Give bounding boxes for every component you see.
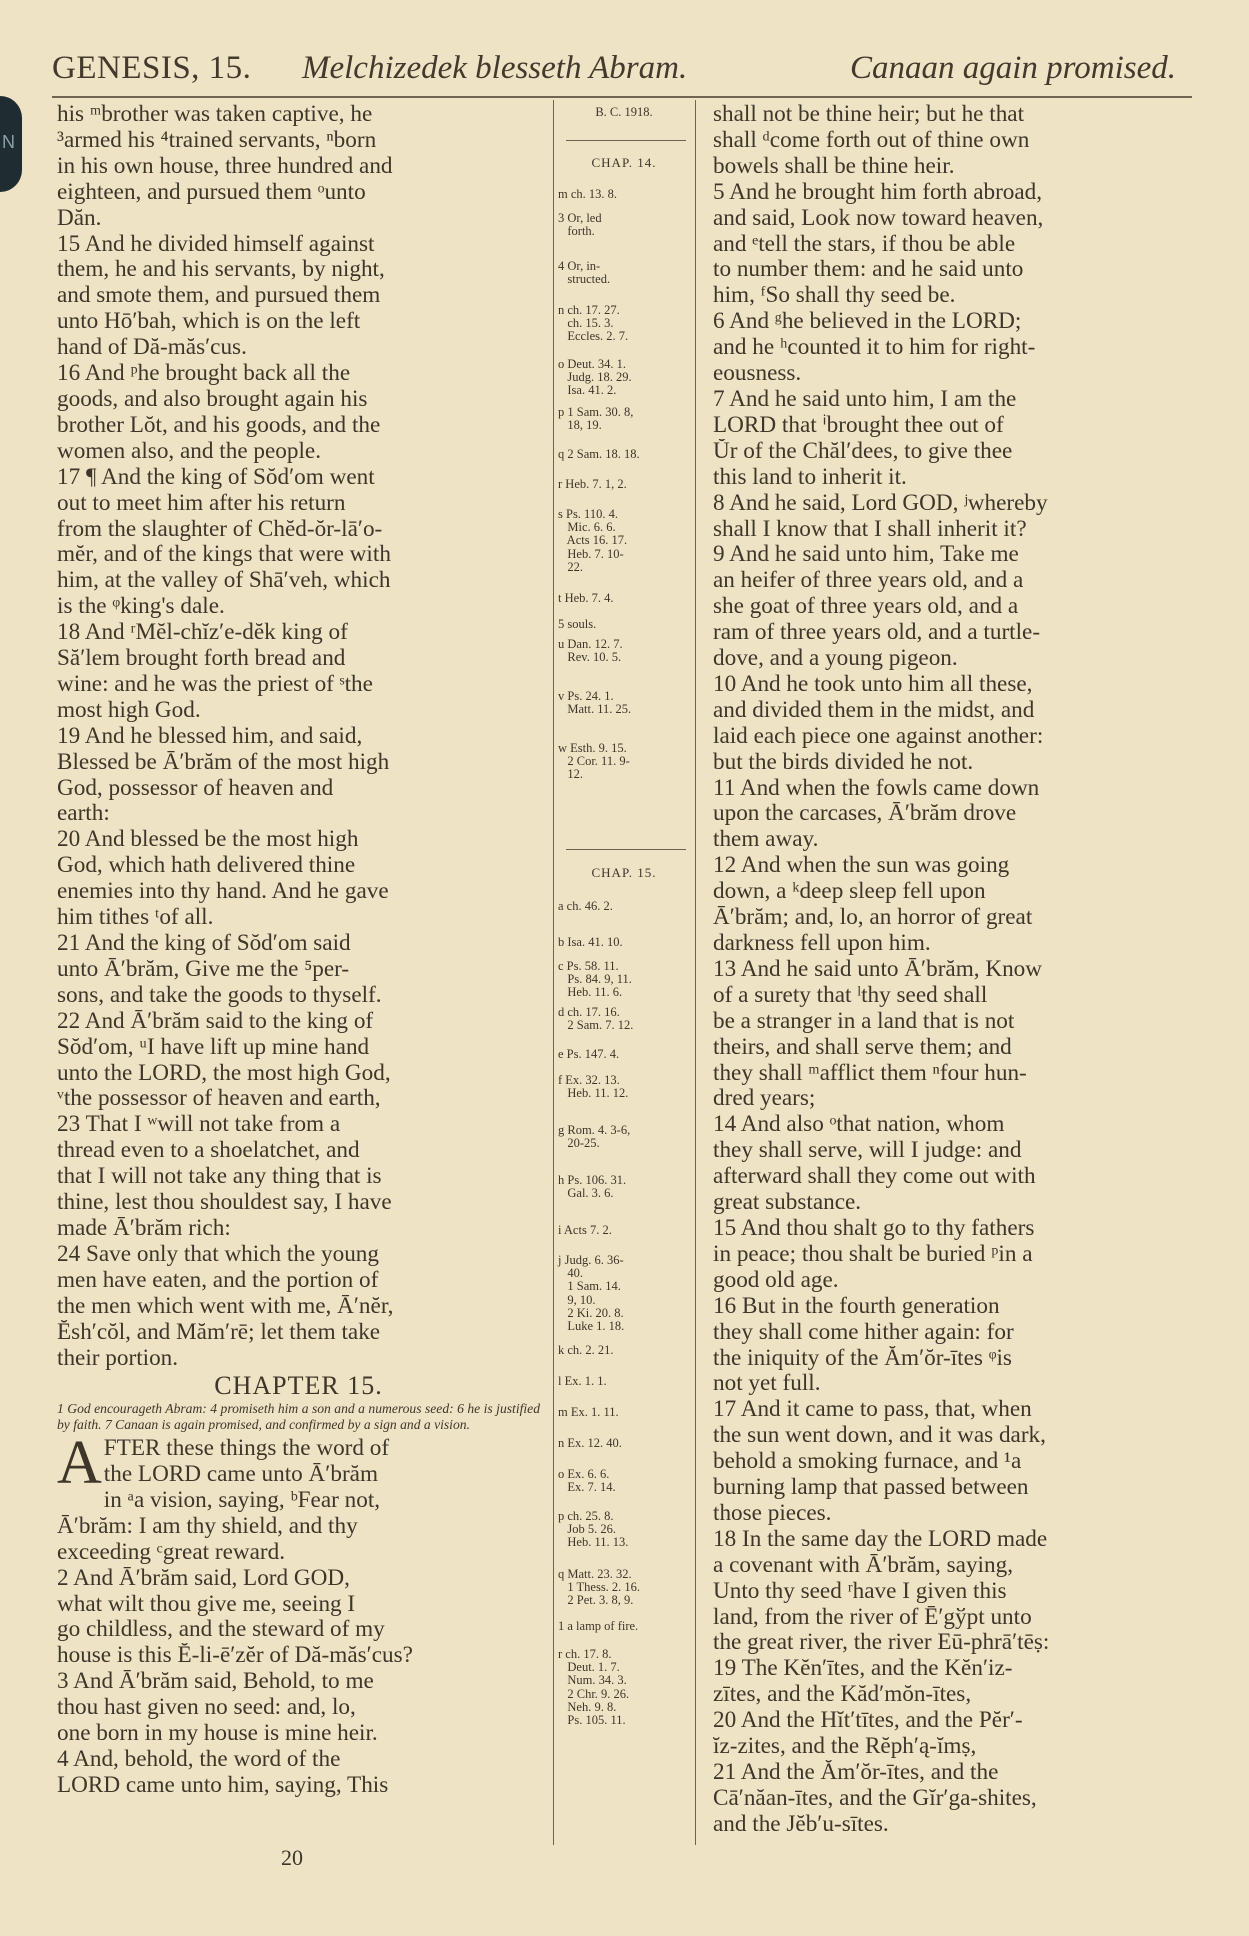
- page-number: 20: [281, 1845, 303, 1870]
- margin-reference: b Isa. 41. 10.: [558, 935, 623, 949]
- verse-line: 20 And the Hĭt′tītes, and the Pĕr′-: [713, 1708, 1023, 1734]
- margin-reference: v Ps. 24. 1. Matt. 11. 25.: [558, 689, 632, 717]
- verse-line: shall ᵈcome forth out of thine own: [713, 127, 1030, 153]
- verse-line: thou hast given no seed: and, lo,: [57, 1695, 356, 1721]
- left-verses-continued: [57, 1488, 540, 1799]
- right-verses: [713, 102, 1196, 1838]
- running-header: [52, 50, 1192, 96]
- thumb-index-tab: [0, 96, 22, 192]
- verse-line: him, at the valley of Shā′veh, which: [57, 568, 391, 594]
- margin-date: B. C. 1918.: [595, 105, 653, 119]
- verse-line: darkness fell upon him.: [713, 931, 931, 956]
- verse-line: from the slaughter of Chĕd-ŏr-lā′o-: [57, 516, 383, 542]
- verse-line: wine: and he was the priest of ˢthe: [57, 671, 373, 697]
- verse-line: go childless, and the steward of my: [57, 1617, 385, 1643]
- right-text-column: [713, 102, 1196, 1838]
- verse-line: eighteen, and pursued them ᵒunto: [57, 179, 366, 205]
- verse-line: 16 And ᵖhe brought back all the: [57, 361, 351, 387]
- verse-line: 12 And when the sun was going: [713, 853, 1010, 879]
- verse-line: enemies into thy hand. And he gave: [57, 879, 389, 905]
- verse-line: that I will not take any thing that is: [57, 1164, 382, 1190]
- verse-line: 17 And it came to pass, that, when: [713, 1397, 1032, 1423]
- margin-reference: p 1 Sam. 30. 8, 18, 19.: [558, 405, 634, 433]
- verse-line: 13 And he said unto Ā′brăm, Know: [713, 956, 1043, 982]
- margin-reference: t Heb. 7. 4.: [558, 591, 614, 605]
- verse-line: the men which went with me, Ā′nĕr,: [57, 1293, 394, 1319]
- verse-line: Ā′brăm; and, lo, an horror of great: [713, 905, 1033, 931]
- verse-line: not yet full.: [713, 1371, 821, 1397]
- verse-line: him tithes ᵗof all.: [57, 905, 214, 931]
- margin-reference: 5 souls.: [558, 617, 597, 631]
- margin-reference: 4 Or, in- structed.: [558, 259, 611, 287]
- margin-reference: u Dan. 12. 7. Rev. 10. 5.: [558, 637, 623, 665]
- verse-line: and said, Look now toward heaven,: [713, 205, 1044, 231]
- verse-line: and divided them in the midst, and: [713, 697, 1035, 723]
- verse-line: his ᵐbrother was taken captive, he: [57, 102, 373, 127]
- verse-line: 14 And also ᵒthat nation, whom: [713, 1112, 1005, 1138]
- verse-line: ram of three years old, and a turtle-: [713, 620, 1041, 646]
- margin-reference: i Acts 7. 2.: [558, 1223, 612, 1237]
- verse-line: and the Jĕb′u-sītes.: [713, 1811, 889, 1837]
- margin-reference: j Judg. 6. 36- 40. 1 Sam. 14. 9, 10. 2 Ki. 20. 8. Luke 1. 18.: [558, 1253, 625, 1334]
- margin-reference: n Ex. 12. 40.: [558, 1436, 622, 1450]
- verse-line: she goat of three years old, and a: [713, 594, 1019, 620]
- verse-line: 9 And he said unto him, Take me: [713, 542, 1019, 568]
- column-divider-right: [695, 100, 696, 1845]
- verse-line: Blessed be Ā′brăm of the most high: [57, 749, 390, 775]
- header-book-chapter: GENESIS, 15.: [52, 50, 252, 86]
- verse-line: in his own house, three hundred and: [57, 153, 393, 179]
- verse-line: them away.: [713, 827, 819, 853]
- verse-line: 21 And the king of Sŏd′om said: [57, 931, 351, 956]
- verse-line: of a surety that ˡthy seed shall: [713, 982, 988, 1008]
- margin-reference: w Esth. 9. 15. 2 Cor. 11. 9- 12.: [558, 741, 630, 782]
- verse-line: but the birds divided he not.: [713, 749, 974, 775]
- margin-reference: n ch. 17. 27. ch. 15. 3. Eccles. 2. 7.: [558, 303, 629, 344]
- margin-reference: q 2 Sam. 18. 18.: [558, 447, 640, 461]
- verse-line: Cā′năan-ītes, and the Gĭr′ga-shites,: [713, 1785, 1037, 1811]
- verse-line: women also, and the people.: [57, 438, 322, 464]
- verse-line: 21 And the Ăm′ŏr-ītes, and the: [713, 1760, 999, 1785]
- verse-line: LORD came unto him, saying, This: [57, 1772, 389, 1798]
- verse-line: unto Ā′brăm, Give me the ⁵per-: [57, 956, 350, 982]
- verse-line: 24 Save only that which the young: [57, 1241, 379, 1267]
- verse-line: Ŭr of the Chăl′dees, to give thee: [713, 438, 1013, 464]
- margin-reference: 3 Or, led forth.: [558, 211, 602, 239]
- verse-line: ᵛthe possessor of heaven and earth,: [57, 1086, 381, 1112]
- margin-chapter-15: CHAP. 15.: [591, 865, 657, 880]
- verse-line: Dăn.: [57, 205, 102, 231]
- verse-line: the great river, the river Eū-phrā′tēṣ:: [713, 1630, 1050, 1656]
- margin-reference: k ch. 2. 21.: [558, 1343, 614, 1357]
- header-right-title: Canaan again promised.: [850, 50, 1177, 86]
- margin-rule-1: [566, 140, 686, 141]
- margin-reference: e Ps. 147. 4.: [558, 1047, 620, 1061]
- verse-line: sons, and take the goods to thyself.: [57, 982, 382, 1008]
- margin-reference: o Ex. 6. 6. Ex. 7. 14.: [558, 1467, 616, 1495]
- verse-line: him, ᶠSo shall thy seed be.: [713, 283, 956, 309]
- verse-line: good old age.: [713, 1267, 839, 1293]
- verse-line: this land to inherit it.: [713, 464, 907, 490]
- verse-line: Ā′brăm: I am thy shield, and thy: [57, 1513, 358, 1539]
- margin-reference: 1 a lamp of fire.: [558, 1619, 639, 1633]
- verse-line: in ᵃa vision, saying, ᵇFear not,: [103, 1487, 381, 1513]
- verse-line: 22 And Ā′brăm said to the king of: [57, 1008, 374, 1034]
- verse-line: behold a smoking furnace, and ¹a: [713, 1449, 1022, 1475]
- verse-line: they shall serve, will I judge: and: [713, 1138, 1022, 1164]
- margin-reference: m ch. 13. 8.: [558, 187, 618, 201]
- verse-line: Sŏd′om, ᵘI have lift up mine hand: [57, 1034, 370, 1060]
- margin-reference: o Deut. 34. 1. Judg. 18. 29. Isa. 41. 2.: [558, 357, 632, 398]
- verse-line: 17 ¶ And the king of Sŏd′om went: [57, 464, 375, 490]
- verse-line: eousness.: [713, 361, 802, 387]
- verse-line: thread even to a shoelatchet, and: [57, 1138, 360, 1164]
- verse-line: 7 And he said unto him, I am the: [713, 386, 1017, 412]
- margin-reference: q Matt. 23. 32. 1 Thess. 2. 16. 2 Pet. 3. 8, 9.: [558, 1567, 641, 1608]
- verse-line: one born in my house is mine heir.: [57, 1721, 378, 1747]
- verse-line: down, a ᵏdeep sleep fell upon: [713, 879, 986, 905]
- verse-line: 19 The Kĕn′ītes, and the Kĕn′iz-: [713, 1656, 1013, 1682]
- verse-line: Unto thy seed ʳhave I given this: [713, 1578, 1007, 1604]
- margin-reference: h Ps. 106. 31. Gal. 3. 6.: [558, 1173, 627, 1201]
- verse-line: great substance.: [713, 1190, 862, 1216]
- verse-line: out to meet him after his return: [57, 490, 346, 516]
- verse-line: God, possessor of heaven and: [57, 775, 334, 801]
- verse-line: dove, and a young pigeon.: [713, 646, 958, 672]
- verse-line: unto Hō′bah, which is on the left: [57, 309, 361, 335]
- margin-reference: r ch. 17. 8. Deut. 1. 7. Num. 34. 3. 2 Chr. 9. 26. Neh. 9. 8. Ps. 105. 11.: [558, 1647, 630, 1728]
- verse-line: zītes, and the Kăd′mŏn-ītes,: [713, 1682, 972, 1708]
- verse-line: they shall come hither again: for: [713, 1319, 1014, 1345]
- verse-line: burning lamp that passed between: [713, 1475, 1029, 1501]
- chapter-heading: CHAPTER 15.: [214, 1373, 383, 1400]
- drop-cap: A: [57, 1429, 102, 1498]
- verse-line: the sun went down, and it was dark,: [713, 1423, 1046, 1449]
- verse-line: to number them: and he said unto: [713, 257, 1024, 283]
- verse-line: 6 And ᵍhe believed in the LORD;: [713, 309, 1022, 335]
- margin-rule-2: [566, 849, 686, 850]
- verse-line: ³armed his ⁴trained servants, ⁿborn: [57, 127, 377, 153]
- verse-line: mĕr, and of the kings that were with: [57, 542, 391, 568]
- verse-line: theirs, and shall serve them; and: [713, 1034, 1012, 1060]
- verse-line: be a stranger in a land that is not: [713, 1008, 1015, 1034]
- verse-line: is the ᵠking's dale.: [57, 594, 225, 620]
- opening-line-1: FTER these things the word of: [103, 1436, 390, 1462]
- verse-line: in peace; thou shalt be buried ᵖin a: [713, 1241, 1033, 1267]
- verse-line: them, he and his servants, by night,: [57, 257, 385, 283]
- verse-line: upon the carcases, Ā′brăm drove: [713, 801, 1017, 827]
- verse-line: those pieces.: [713, 1500, 832, 1526]
- verse-line: 11 And when the fowls came down: [713, 775, 1040, 801]
- verse-line: made Ā′brăm rich:: [57, 1215, 231, 1241]
- verse-line: 20 And blessed be the most high: [57, 827, 359, 853]
- verse-line: dred years;: [713, 1086, 816, 1112]
- margin-reference: r Heb. 7. 1, 2.: [558, 477, 627, 491]
- verse-line: the iniquity of the Ăm′ŏr-ītes ᵠis: [713, 1345, 1012, 1371]
- verse-line: 3 And Ā′brăm said, Behold, to me: [57, 1669, 374, 1695]
- verse-line: hand of Dă-măs′cus.: [57, 335, 247, 361]
- margin-reference: p ch. 25. 8. Job 5. 26. Heb. 11. 13.: [558, 1509, 629, 1550]
- margin-reference: d ch. 17. 16. 2 Sam. 7. 12.: [558, 1005, 634, 1033]
- margin-reference: s Ps. 110. 4. Mic. 6. 6. Acts 16. 17. Heb. 7. 10- 22.: [558, 507, 628, 574]
- verse-line: 15 And thou shalt go to thy fathers: [713, 1215, 1035, 1241]
- verse-line: brother Lŏt, and his goods, and the: [57, 412, 381, 438]
- verse-line: shall not be thine heir; but he that: [713, 102, 1025, 127]
- verse-line: God, which hath delivered thine: [57, 853, 356, 879]
- verse-line: Ĕsh′cŏl, and Măm′rē; let them take: [57, 1319, 381, 1345]
- verse-line: men have eaten, and the portion of: [57, 1267, 379, 1293]
- verse-line: LORD that ⁱbrought thee out of: [713, 412, 1004, 438]
- verse-line: 2 And Ā′brăm said, Lord GOD,: [57, 1565, 350, 1591]
- margin-reference: g Rom. 4. 3-6, 20-25.: [558, 1123, 631, 1151]
- margin-reference: f Ex. 32. 13. Heb. 11. 12.: [558, 1073, 629, 1101]
- verse-line: most high God.: [57, 697, 201, 723]
- verse-line: thine, lest thou shouldest say, I have: [57, 1190, 392, 1216]
- verse-line: afterward shall they come out with: [713, 1164, 1036, 1190]
- verse-line: bowels shall be thine heir.: [713, 153, 955, 179]
- margin-reference: c Ps. 58. 11. Ps. 84. 9, 11. Heb. 11. 6.: [558, 959, 632, 1000]
- verse-line: exceeding ᶜgreat reward.: [57, 1539, 286, 1565]
- verse-line: 23 That I ʷwill not take from a: [57, 1112, 341, 1138]
- verse-line: and he ʰcounted it to him for right-: [713, 335, 1036, 361]
- verse-line: 18 In the same day the LORD made: [713, 1526, 1048, 1552]
- margin-reference: l Ex. 1. 1.: [558, 1374, 607, 1388]
- verse-line: shall I know that I shall inherit it?: [713, 516, 1027, 542]
- verse-line: and smote them, and pursued them: [57, 283, 381, 309]
- verse-line: an heifer of three years old, and a: [713, 568, 1024, 594]
- verse-line: goods, and also brought again his: [57, 386, 368, 412]
- verse-line: 18 And ʳMĕl-chĭz′e-dĕk king of: [57, 620, 348, 646]
- verse-line: 10 And he took unto him all these,: [713, 671, 1033, 697]
- margin-reference: m Ex. 1. 11.: [558, 1405, 619, 1419]
- verse-line: ĭz-zites, and the Rĕph′ą-ĭmṣ,: [713, 1734, 977, 1760]
- verse-line: they shall ᵐafflict them ⁿfour hun-: [713, 1060, 1027, 1086]
- margin-reference: a ch. 46. 2.: [558, 899, 613, 913]
- chapter-opening: [57, 1429, 540, 1498]
- verse-line: 16 But in the fourth generation: [713, 1293, 1000, 1319]
- header-center-title: Melchizedek blesseth Abram.: [302, 50, 688, 86]
- verse-line: a covenant with Ā′brăm, saying,: [713, 1552, 1013, 1578]
- left-verses: [57, 102, 540, 1371]
- verse-line: what wilt thou give me, seeing I: [57, 1591, 356, 1617]
- verse-line: land, from the river of Ē′gўpt unto: [713, 1604, 1032, 1630]
- verse-line: house is this Ĕ-li-ē′zĕr of Dă-măs′cus?: [57, 1643, 413, 1669]
- verse-line: 8 And he said, Lord GOD, ʲwhereby: [713, 490, 1048, 516]
- verse-line: 15 And he divided himself against: [57, 231, 375, 257]
- margin-chapter-14: CHAP. 14.: [591, 155, 657, 170]
- verse-line: earth:: [57, 801, 110, 827]
- verse-line: Să′lem brought forth bread and: [57, 646, 346, 672]
- left-text-column: [57, 102, 540, 1799]
- verse-line: unto the LORD, the most high God,: [57, 1060, 391, 1086]
- thumb-index-letter: N: [2, 132, 15, 152]
- verse-line: laid each piece one against another:: [713, 723, 1044, 749]
- chapter-summary: 1 God encourageth Abram: 4 promiseth him a son and a numerous seed: 6 he is justified by faith. 7 Canaan is again promised, and confirmed by a sign and a vision.: [57, 1401, 540, 1432]
- verse-line: and ᵉtell the stars, if thou be able: [713, 231, 1016, 257]
- header-rule: [52, 96, 1192, 98]
- verse-line: 4 And, behold, the word of the: [57, 1747, 341, 1772]
- verse-line: 5 And he brought him forth abroad,: [713, 179, 1043, 205]
- opening-line-2: the LORD came unto Ā′brăm: [103, 1462, 379, 1488]
- verse-line: 19 And he blessed him, and said,: [57, 723, 363, 749]
- verse-line: their portion.: [57, 1345, 179, 1371]
- column-divider-left: [553, 100, 554, 1845]
